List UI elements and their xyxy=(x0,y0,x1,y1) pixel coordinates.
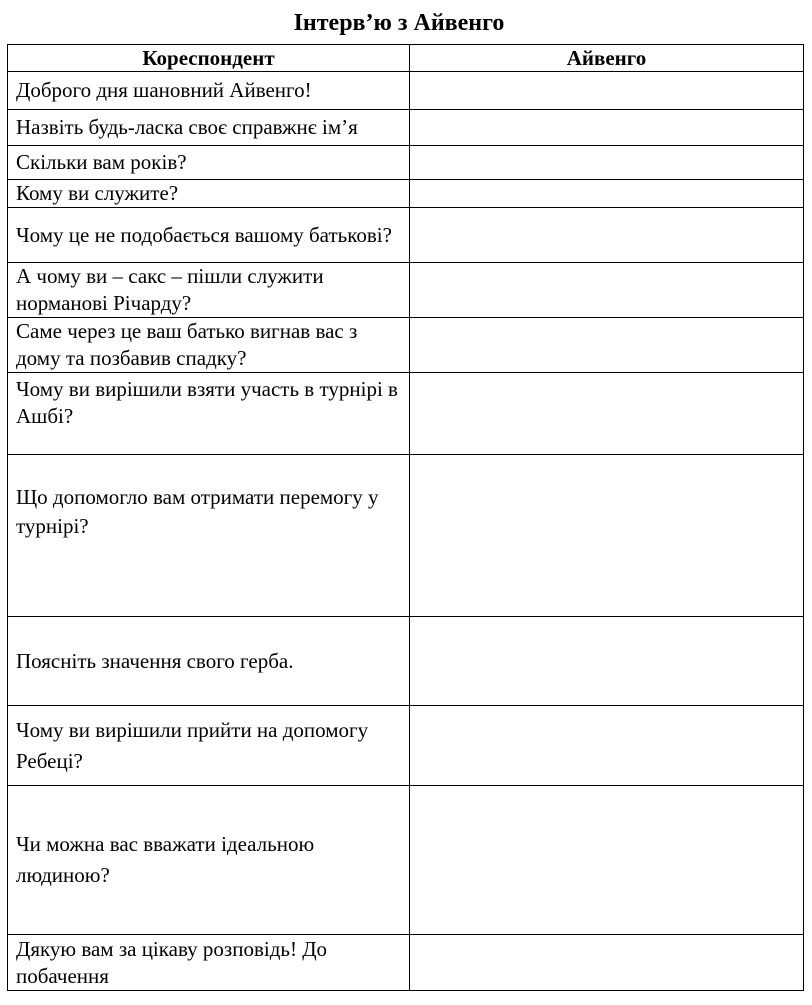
question-cell: Чому ви вирішили прийти на допомогу Ребеці? xyxy=(8,706,410,786)
table-row xyxy=(8,146,804,180)
table-row xyxy=(8,786,804,935)
question-cell: Дякую вам за цікаву розповідь! До побачення xyxy=(8,935,410,991)
question-cell: Що допомогло вам отримати перемогу у турнірі? xyxy=(8,455,410,617)
table-row xyxy=(8,318,804,373)
answer-cell[interactable] xyxy=(410,208,804,263)
answer-cell[interactable] xyxy=(410,318,804,373)
answer-cell[interactable] xyxy=(410,617,804,706)
page-title: Інтерв’ю з Айвенго xyxy=(293,10,505,36)
answer-cell[interactable] xyxy=(410,263,804,318)
answer-cell[interactable] xyxy=(410,935,804,991)
table-row xyxy=(8,706,804,786)
answer-cell[interactable] xyxy=(410,72,804,110)
table-row xyxy=(8,373,804,455)
answer-cell[interactable] xyxy=(410,180,804,208)
question-cell: Чи можна вас вважати ідеальною людиною? xyxy=(8,786,410,935)
question-cell: Поясніть значення свого герба. xyxy=(8,617,410,706)
table-row xyxy=(8,110,804,146)
answer-cell[interactable] xyxy=(410,786,804,935)
interview-table xyxy=(7,44,804,991)
question-cell: Скільки вам років? xyxy=(8,146,410,180)
question-cell: Назвіть будь-ласка своє справжнє ім’я xyxy=(8,110,410,146)
question-cell: Чому ви вирішили взяти участь в турнірі в Ашбі? xyxy=(8,373,410,455)
column-header-correspondent: Кореспондент xyxy=(8,45,410,72)
table-header-row xyxy=(8,45,804,72)
question-cell: Доброго дня шановний Айвенго! xyxy=(8,72,410,110)
question-cell: А чому ви – сакс – пішли служити норманові Річарду? xyxy=(8,263,410,318)
table-row xyxy=(8,935,804,991)
question-cell: Чому це не подобається вашому батькові? xyxy=(8,208,410,263)
table-row xyxy=(8,617,804,706)
table-row xyxy=(8,72,804,110)
table-row xyxy=(8,263,804,318)
table-row xyxy=(8,180,804,208)
table-row xyxy=(8,208,804,263)
answer-cell[interactable] xyxy=(410,455,804,617)
question-cell: Кому ви служите? xyxy=(8,180,410,208)
answer-cell[interactable] xyxy=(410,373,804,455)
answer-cell[interactable] xyxy=(410,706,804,786)
answer-cell[interactable] xyxy=(410,110,804,146)
table-row xyxy=(8,455,804,617)
question-cell: Саме через це ваш батько вигнав вас з дому та позбавив спадку? xyxy=(8,318,410,373)
column-header-ivanhoe: Айвенго xyxy=(410,45,804,72)
answer-cell[interactable] xyxy=(410,146,804,180)
